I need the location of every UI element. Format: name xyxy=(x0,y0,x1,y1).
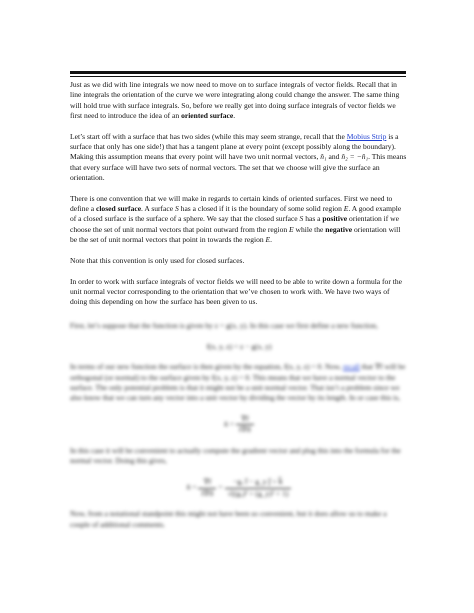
paragraph-two-sides: Let’s start off with a surface that has two sides (while this may seem strange, recall that the Mobius Strip is a surface that only has one side!) that has a tangent plane at every point (except possibly along the boundary). Making this assumption means that every point will have two unit normal vectors, n̂₁ and n̂₂ = −n̂₁. This means that every surface will have two sets of normal vectors. The set that we choose will give the surface an orientation. xyxy=(70,131,407,183)
blurred-paragraph-1: First, let’s suppose that the function is given by z = g(x, y). In this case we first define a new function, xyxy=(70,321,378,330)
blurred-preview-region xyxy=(70,321,408,540)
blurred-paragraph-2: In terms of our new function the surface is then given by the equation, f(x, y, z) = 0. Now, recall that ∇f will be orthogonal (or normal) to the surface given by f(x, y, z) = 0. This means that we have a normal vector to the surface. The only potential problem is that it might not be a unit normal vector. That isn’t a problem since we also know that we can turn any vector into a unit vector by dividing the vector by its length. In or case this is, xyxy=(70,362,406,403)
equation-normal-expanded: n̂ = $\frac{\nabla f}{‖\nabla f‖}$ = $\frac{\text{−gₓ i⃗ − g\_y j⃗ + k⃗}}{\text{√((gₓ)² + (g\_y)² + 1)}}$ xyxy=(70,477,408,499)
fraction-grad-over-norm: $\frac{\nabla f}{‖\nabla f‖}$ xyxy=(236,414,254,436)
blurred-paragraph-4: Now, from a notational standpoint this might not have been so convenient, but it does allow us to make a couple of additional comments. xyxy=(70,509,387,529)
term-positive: positive xyxy=(322,214,348,224)
header-rule-thin xyxy=(70,76,406,77)
header-rule-thick xyxy=(70,71,406,74)
paragraph-convention-note: Note that this convention is only used for closed surfaces. xyxy=(70,255,245,265)
term-closed-surface: closed surface xyxy=(95,204,142,214)
normal-n2-equation: n̂₂ = −n̂₁ xyxy=(341,152,369,162)
equation-f-definition: f(x, y, z) = z − g(x, y) xyxy=(206,341,272,351)
paragraph-closed-surface: There is one convention that we will make in regards to certain kinds of oriented surfaces. First we need to define a closed surface. A surface S has a closed if it is the boundary of some solid region E. A good example of a closed surface is the surface of a sphere. We say that the closed surface S has a positive orientation if we choose the set of unit normal vectors that point outward from the region E while the negative orientation will be the set of unit normal vectors that point in towards the region E. xyxy=(70,193,402,245)
equation-unit-normal: n̂ = $\frac{\nabla f}{‖\nabla f‖}$ xyxy=(70,414,408,436)
paragraph-intro: Just as we did with line integrals we now need to move on to surface integrals of vector fields. Recall that in line integrals the orientation of the curve we were integrating along could change the answer. The same thing will hold true with surface integrals. So, before we really get into doing surface integrals of vector fields we first need to introduce the idea of an oriented surface. xyxy=(70,80,400,121)
recall-link[interactable]: recall xyxy=(343,362,360,372)
term-negative: negative xyxy=(325,224,353,234)
fraction-grad-over-norm-2: $\frac{\nabla f}{‖\nabla f‖}$ xyxy=(198,477,216,499)
normal-n1: n̂₁ xyxy=(320,152,327,162)
mobius-strip-link[interactable]: Mobius Strip xyxy=(346,131,387,141)
paragraph-unit-normal: In order to work with surface integrals of vector fields we will need to be able to write down a formula for the unit normal vector corresponding to the orientation that we’ve chosen to work with. We have two ways of doing this depending on how the surface has been given to us. xyxy=(70,276,402,307)
fraction-gradient-components: $\frac{\text{−gₓ i⃗ − g\_y j⃗ + k⃗}}{\text{√((gₓ)² + (g\_y)² + 1)}}$ xyxy=(225,477,292,499)
document-body xyxy=(70,80,408,318)
term-oriented-surface: oriented surface xyxy=(181,111,234,121)
blurred-paragraph-3: In this case it will be convenient to actually compute the gradient vector and plug this into the formula for the normal vector. Doing this gives, xyxy=(70,446,401,466)
